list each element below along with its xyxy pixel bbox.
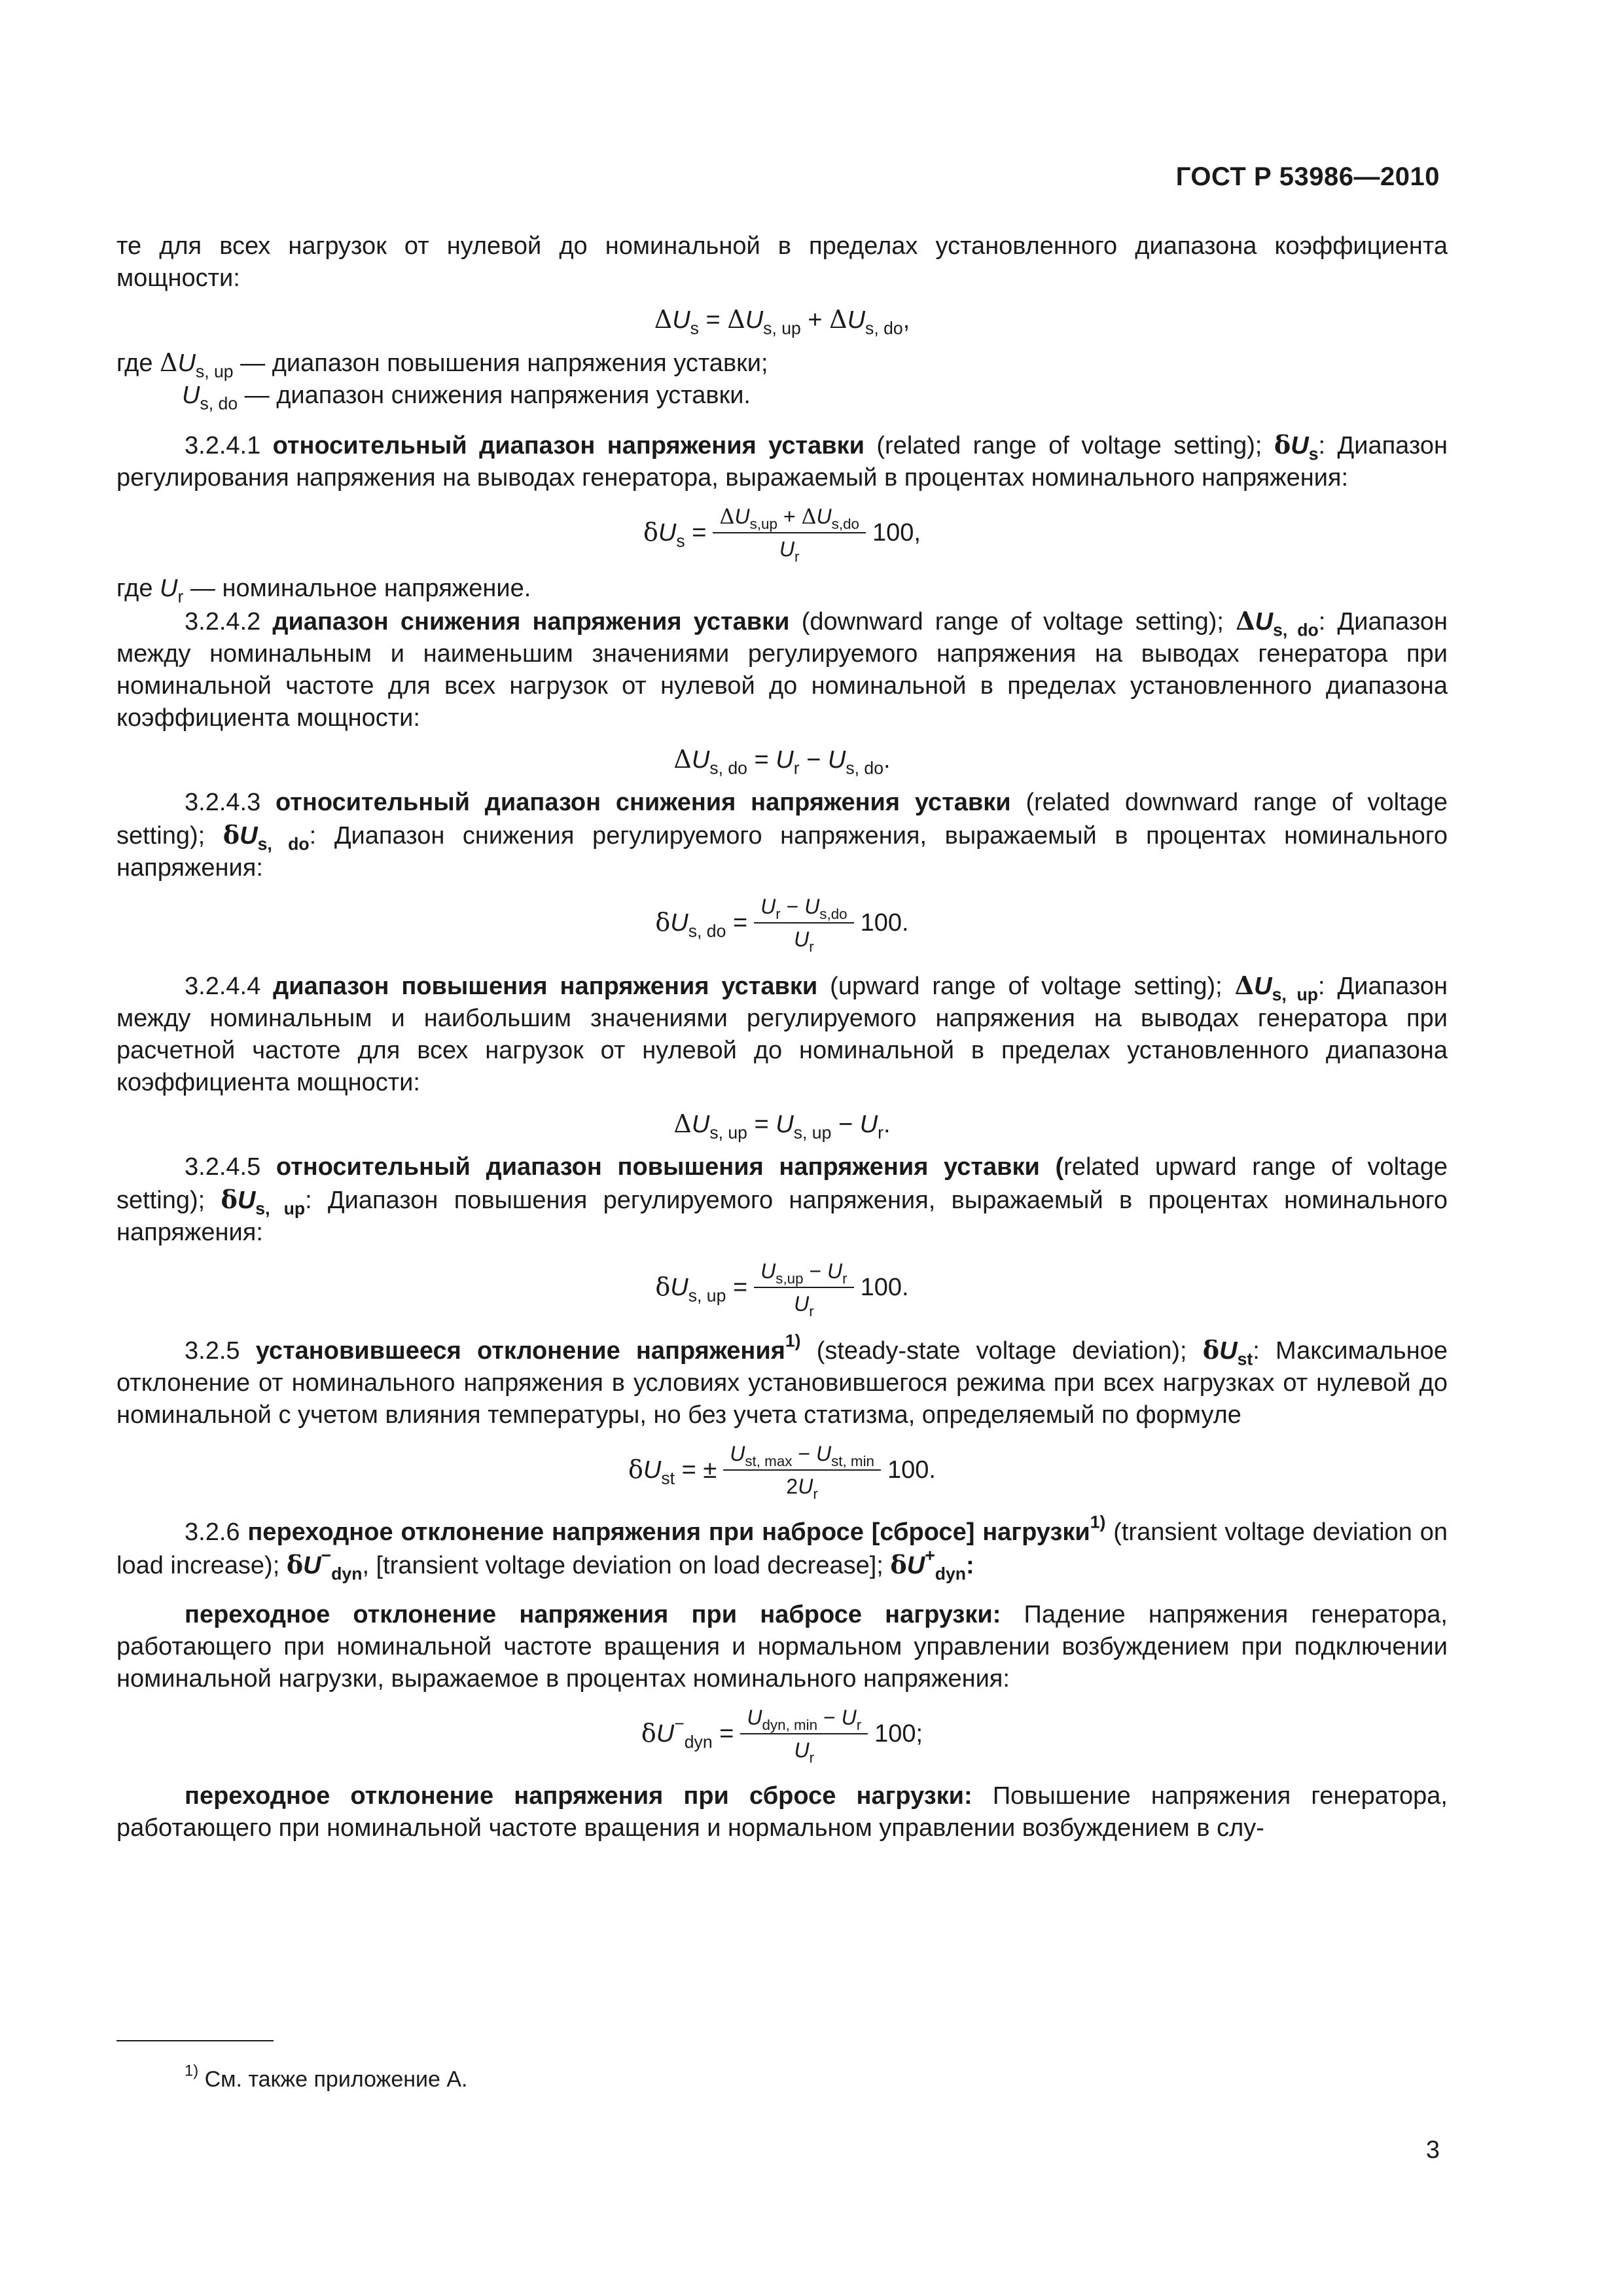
footnote: [185, 2062, 468, 2092]
term-3-2-6: 3.2.6 переходное отклонение напряжения при набросе [сбросе] нагрузки$^{1)}$ (transient voltage deviation on load increase); $\delta U^-_{dyn}$, [transient voltage deviation on load decrease]; $\delta U^+_{dyn}$:: [116, 1512, 1448, 1584]
term-3-2-4-4: 3.2.4.4 диапазон повышения напряжения уставки (upward range of voltage setting); $\Delta U_{s, up}$: Диапазон между номинальным и наибольшим значениями регулируемого напряжения на выводах генератора при расчетной частоте для всех нагрузок от нулевой до номинальной в пределах установленного диапазона коэффициента мощности:: [116, 971, 1448, 1096]
formula-steady-state: $\delta U_{st}$ = ± $\frac{U_{st, max} - U_{st, min}}{2U_r}$ 100.: [628, 1442, 936, 1502]
formula-downward-range: $\Delta U_{s, do} = U_r - U_{s, do}$.: [673, 745, 891, 778]
where-block-2: где $U_r$ — номинальное напряжение.: [116, 575, 531, 607]
where-line-up: где $\Delta U_{s, up}$ — диапазон повышения напряжения уставки;: [116, 348, 768, 382]
formula-related-range: $\delta U_s$ = $\frac{\Delta U_{s,up} + \Delta U_{s,do}}{U_r}$ 100,: [643, 504, 921, 565]
footnote-text: См. также приложение А.: [198, 2067, 468, 2092]
footnote-divider: [116, 2040, 274, 2041]
formula-load-increase: $\delta U^-_{dyn}$ = $\frac{U_{dyn, min} - U_r}{U_r}$ 100;: [641, 1706, 923, 1766]
formula-text: $\Delta U_s = \Delta U_{s, up} + \Delta U_{s, do}$,: [654, 305, 910, 338]
where-block-1: [116, 347, 1448, 412]
fraction: $\frac{\Delta U_{s,up} + \Delta U_{s,do}}{U_r}$: [713, 503, 866, 562]
formula-upward-range: $\Delta U_{s, up} = U_{s, up} - U_r$.: [673, 1109, 891, 1143]
term-3-2-4-1: 3.2.4.1 относительный диапазон напряжения уставки (related range of voltage setting); $\delta U_s$: Диапазон регулирования напряжения на выводах генератора, выражаемый в процентах номинального напряжения:: [116, 430, 1448, 492]
page-number: 3: [1425, 2136, 1440, 2164]
term-3-2-4-2: 3.2.4.2 диапазон снижения напряжения уставки (downward range of voltage setting); $\Delta U_{s, do}$: Диапазон между номинальным и наименьшим значениями регулируемого напряжения на выводах генератора при номинальной частоте для всех нагрузок от нулевой до номинальной в пределах установленного диапазона коэффициента мощности:: [116, 606, 1448, 732]
fraction: $\frac{U_{st, max} - U_{st, min}}{2U_r}$: [723, 1441, 881, 1499]
intro-paragraph: те для всех нагрузок от нулевой до номинальной в пределах установленного диапазона коэффициента мощности:: [116, 232, 1448, 292]
footnote-mark: 1): [185, 2062, 199, 2080]
paragraph-load-increase: переходное отклонение напряжения при набросе нагрузки: Падение напряжения генератора, работающего при номинальной частоте вращения и нормальном управлении возбуждением при подключении номинальной нагрузки, выражаемое в процентах номинального напряжения:: [116, 1601, 1448, 1693]
term-3-2-4-3: 3.2.4.3 относительный диапазон снижения напряжения уставки (related downward range of voltage setting); $\delta U_{s, do}$: Диапазон снижения регулируемого напряжения, выражаемый в процентах номинального напряжения:: [116, 789, 1448, 882]
formula-range-setting: [116, 304, 1448, 336]
term-3-2-5: 3.2.5 установившееся отклонение напряжения$^{1)}$ (steady-state voltage deviation); $\delta U_{st}$: Максимальное отклонение от номинального напряжения в условиях установившегося режима при всех нагрузках от нулевой до номинальной с учетом влияния температуры, но без учета статизма, определяемый по формуле: [116, 1331, 1448, 1429]
paragraph-load-decrease: переходное отклонение напряжения при сбросе нагрузки: Повышение напряжения генератора, работающего при номинальной частоте вращения и нормальном управлении возбуждением в слу-: [116, 1782, 1448, 1842]
formula-related-upward: $\delta U_{s, up}$ = $\frac{U_{s,up} - U_r}{U_r}$ 100.: [655, 1259, 909, 1319]
fraction: $\frac{U_{s,up} - U_r}{U_r}$: [754, 1258, 853, 1317]
fraction: $\frac{U_{dyn, min} - U_r}{U_r}$: [740, 1704, 868, 1763]
fraction: $\frac{U_r - U_{s,do}}{U_r}$: [754, 893, 853, 952]
footnote-ref: 1): [785, 1331, 801, 1351]
footnote-ref: 1): [1090, 1512, 1106, 1532]
formula-related-downward: $\delta U_{s, do}$ = $\frac{U_r - U_{s,do}}{U_r}$ 100.: [655, 895, 909, 955]
term-3-2-4-5: 3.2.4.5 относительный диапазон повышения напряжения уставки (related upward range of voltage setting); $\delta U_{s, up}$: Диапазон повышения регулируемого напряжения, выражаемый в процентах номинального напряжения:: [116, 1153, 1448, 1246]
where-line-do: $U_{s, do}$ — диапазон снижения напряжения уставки.: [182, 382, 751, 414]
document-body: [116, 230, 1448, 1844]
document-number: ГОСТ Р 53986—2010: [1175, 162, 1440, 191]
